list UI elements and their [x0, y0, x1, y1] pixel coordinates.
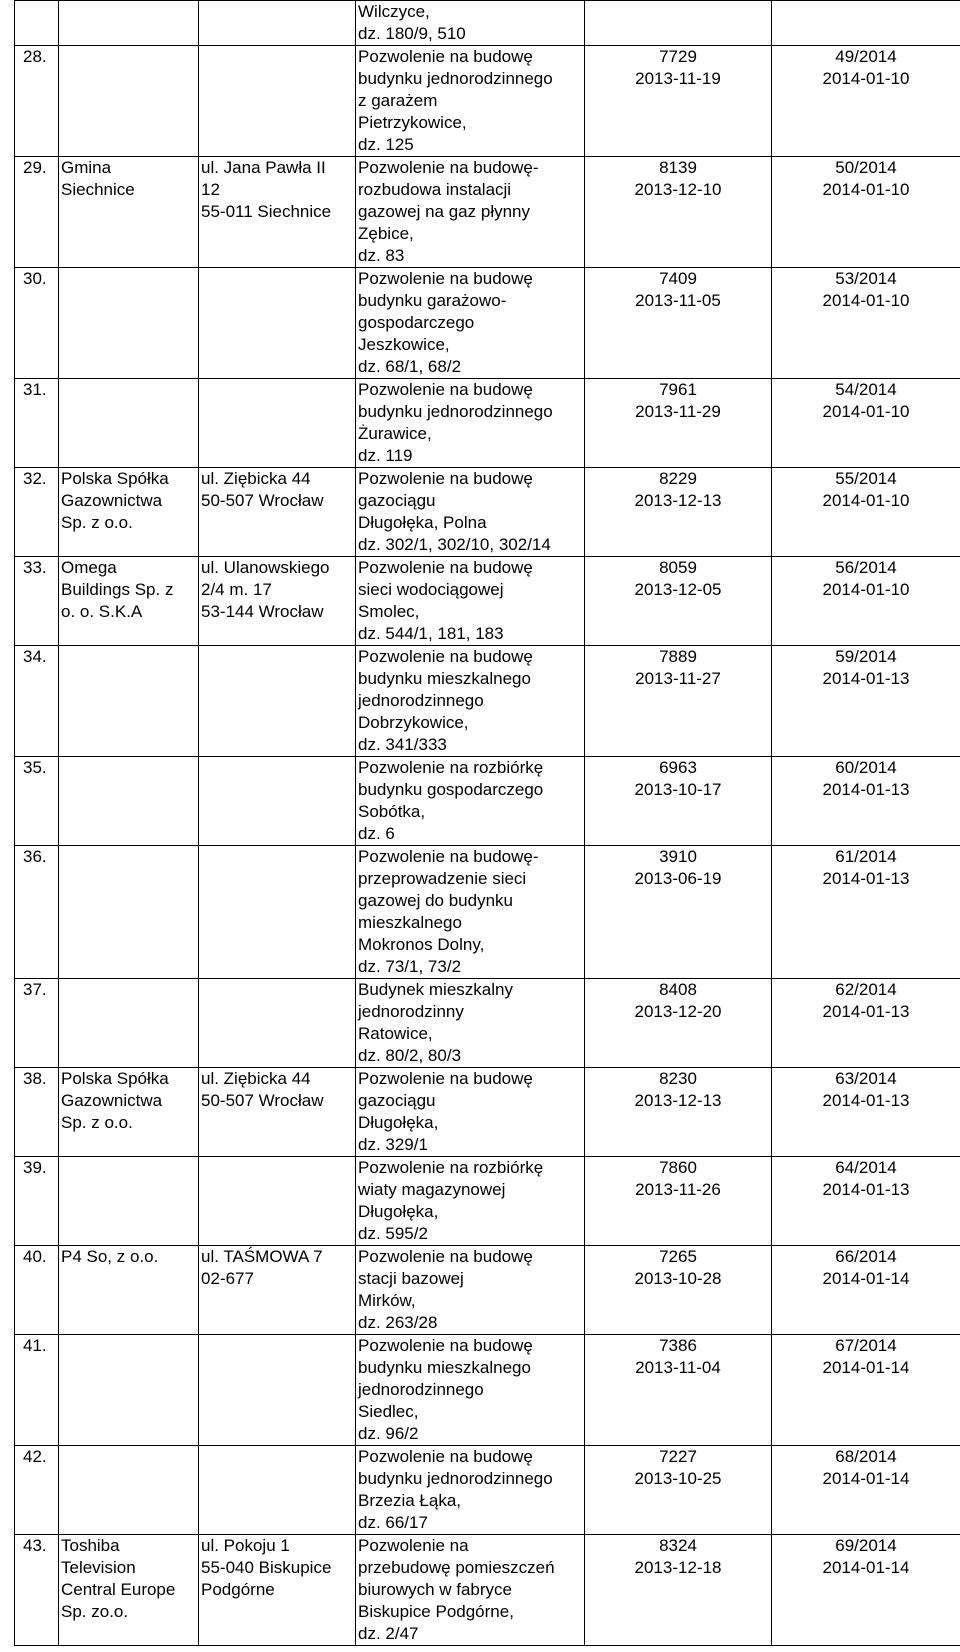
address-cell — [199, 646, 356, 757]
decision-cell: 59/2014 2014-01-13 — [772, 646, 960, 757]
table-row — [15, 1535, 960, 1646]
investor-cell — [59, 757, 199, 846]
description-cell: Budynek mieszkalny jednorodzinny Ratowice, dz. 80/2, 80/3 — [356, 979, 585, 1068]
table-row — [15, 1446, 960, 1535]
application-cell: 3910 2013-06-19 — [585, 846, 772, 979]
description-cell: Pozwolenie na budowę gazociągu Długołęka, dz. 329/1 — [356, 1068, 585, 1157]
application-cell: 8139 2013-12-10 — [585, 157, 772, 268]
description-cell: Pozwolenie na budowę budynku jednorodzinnego Brzezia Łąka, dz. 66/17 — [356, 1446, 585, 1535]
application-cell: 7889 2013-11-27 — [585, 646, 772, 757]
application-cell — [585, 1, 772, 46]
investor-cell — [59, 379, 199, 468]
application-cell: 6963 2013-10-17 — [585, 757, 772, 846]
address-cell — [199, 1446, 356, 1535]
description-cell: Pozwolenie na rozbiórkę wiaty magazynowej Długołęka, dz. 595/2 — [356, 1157, 585, 1246]
decision-cell: 69/2014 2014-01-14 — [772, 1535, 960, 1646]
table-row — [15, 268, 960, 379]
decision-cell: 62/2014 2014-01-13 — [772, 979, 960, 1068]
investor-cell: P4 So, z o.o. — [59, 1246, 199, 1335]
investor-cell — [59, 1, 199, 46]
application-cell: 7860 2013-11-26 — [585, 1157, 772, 1246]
row-number-cell: 33. — [15, 557, 59, 646]
investor-cell — [59, 268, 199, 379]
investor-cell — [59, 46, 199, 157]
decision-cell: 53/2014 2014-01-10 — [772, 268, 960, 379]
address-cell — [199, 46, 356, 157]
table-row — [15, 1157, 960, 1246]
row-number-cell — [15, 1, 59, 46]
table-row — [15, 1335, 960, 1446]
row-number-cell: 36. — [15, 846, 59, 979]
investor-cell: Polska Spółka Gazownictwa Sp. z o.o. — [59, 468, 199, 557]
investor-cell — [59, 979, 199, 1068]
application-cell: 7386 2013-11-04 — [585, 1335, 772, 1446]
description-cell: Pozwolenie na budowę- rozbudowa instalacji gazowej na gaz płynny Zębice, dz. 83 — [356, 157, 585, 268]
application-cell: 8230 2013-12-13 — [585, 1068, 772, 1157]
application-cell: 7961 2013-11-29 — [585, 379, 772, 468]
permit-register-page — [14, 0, 960, 1646]
table-row — [15, 46, 960, 157]
application-cell: 8059 2013-12-05 — [585, 557, 772, 646]
address-cell — [199, 268, 356, 379]
description-cell: Pozwolenie na przebudowę pomieszczeń biurowych w fabryce Biskupice Podgórne, dz. 2/47 — [356, 1535, 585, 1646]
investor-cell: Gmina Siechnice — [59, 157, 199, 268]
description-cell: Pozwolenie na budowę budynku mieszkalnego jednorodzinnego Dobrzykowice, dz. 341/333 — [356, 646, 585, 757]
decision-cell: 66/2014 2014-01-14 — [772, 1246, 960, 1335]
address-cell: ul. Ziębicka 44 50-507 Wrocław — [199, 468, 356, 557]
description-cell: Pozwolenie na rozbiórkę budynku gospodarczego Sobótka, dz. 6 — [356, 757, 585, 846]
row-number-cell: 39. — [15, 1157, 59, 1246]
table-row — [15, 1246, 960, 1335]
table-row — [15, 157, 960, 268]
table-row — [15, 1068, 960, 1157]
application-cell: 7265 2013-10-28 — [585, 1246, 772, 1335]
decision-cell: 64/2014 2014-01-13 — [772, 1157, 960, 1246]
address-cell — [199, 1, 356, 46]
row-number-cell: 29. — [15, 157, 59, 268]
decision-cell: 50/2014 2014-01-10 — [772, 157, 960, 268]
decision-cell: 60/2014 2014-01-13 — [772, 757, 960, 846]
application-cell: 7227 2013-10-25 — [585, 1446, 772, 1535]
table-row — [15, 846, 960, 979]
permit-register-table — [14, 0, 960, 1646]
decision-cell: 56/2014 2014-01-10 — [772, 557, 960, 646]
address-cell — [199, 1335, 356, 1446]
decision-cell: 67/2014 2014-01-14 — [772, 1335, 960, 1446]
decision-cell — [772, 1, 960, 46]
description-cell: Pozwolenie na budowę budynku garażowo- gospodarczego Jeszkowice, dz. 68/1, 68/2 — [356, 268, 585, 379]
decision-cell: 63/2014 2014-01-13 — [772, 1068, 960, 1157]
row-number-cell: 38. — [15, 1068, 59, 1157]
application-cell: 8229 2013-12-13 — [585, 468, 772, 557]
address-cell: ul. Ziębicka 44 50-507 Wrocław — [199, 1068, 356, 1157]
investor-cell — [59, 1157, 199, 1246]
description-cell: Pozwolenie na budowę budynku jednorodzinnego Żurawice, dz. 119 — [356, 379, 585, 468]
row-number-cell: 28. — [15, 46, 59, 157]
row-number-cell: 34. — [15, 646, 59, 757]
investor-cell: Omega Buildings Sp. z o. o. S.K.A — [59, 557, 199, 646]
address-cell — [199, 979, 356, 1068]
row-number-cell: 32. — [15, 468, 59, 557]
address-cell — [199, 379, 356, 468]
row-number-cell: 37. — [15, 979, 59, 1068]
description-cell: Pozwolenie na budowę budynku jednorodzinnego z garażem Pietrzykowice, dz. 125 — [356, 46, 585, 157]
application-cell: 8324 2013-12-18 — [585, 1535, 772, 1646]
decision-cell: 68/2014 2014-01-14 — [772, 1446, 960, 1535]
description-cell: Pozwolenie na budowę budynku mieszkalnego jednorodzinnego Siedlec, dz. 96/2 — [356, 1335, 585, 1446]
table-row-continued — [15, 1, 960, 46]
table-row — [15, 646, 960, 757]
table-row — [15, 557, 960, 646]
decision-cell: 54/2014 2014-01-10 — [772, 379, 960, 468]
decision-cell: 49/2014 2014-01-10 — [772, 46, 960, 157]
table-row — [15, 379, 960, 468]
investor-cell — [59, 646, 199, 757]
investor-cell — [59, 1335, 199, 1446]
description-cell: Pozwolenie na budowę- przeprowadzenie sieci gazowej do budynku mieszkalnego Mokronos Dolny, dz. 73/1, 73/2 — [356, 846, 585, 979]
address-cell — [199, 1157, 356, 1246]
investor-cell — [59, 846, 199, 979]
decision-cell: 61/2014 2014-01-13 — [772, 846, 960, 979]
investor-cell — [59, 1446, 199, 1535]
table-row — [15, 757, 960, 846]
description-cell: Pozwolenie na budowę sieci wodociągowej Smolec, dz. 544/1, 181, 183 — [356, 557, 585, 646]
address-cell — [199, 846, 356, 979]
description-cell: Pozwolenie na budowę stacji bazowej Mirków, dz. 263/28 — [356, 1246, 585, 1335]
application-cell: 7729 2013-11-19 — [585, 46, 772, 157]
address-cell: ul. TAŚMOWA 7 02-677 — [199, 1246, 356, 1335]
address-cell: ul. Ulanowskiego 2/4 m. 17 53-144 Wrocław — [199, 557, 356, 646]
application-cell: 7409 2013-11-05 — [585, 268, 772, 379]
investor-cell: Polska Spółka Gazownictwa Sp. z o.o. — [59, 1068, 199, 1157]
table-row — [15, 468, 960, 557]
row-number-cell: 41. — [15, 1335, 59, 1446]
table-row — [15, 979, 960, 1068]
decision-cell: 55/2014 2014-01-10 — [772, 468, 960, 557]
row-number-cell: 35. — [15, 757, 59, 846]
description-cell: Pozwolenie na budowę gazociągu Długołęka, Polna dz. 302/1, 302/10, 302/14 — [356, 468, 585, 557]
address-cell: ul. Jana Pawła II 12 55-011 Siechnice — [199, 157, 356, 268]
application-cell: 8408 2013-12-20 — [585, 979, 772, 1068]
row-number-cell: 31. — [15, 379, 59, 468]
investor-cell: Toshiba Television Central Europe Sp. zo.o. — [59, 1535, 199, 1646]
address-cell: ul. Pokoju 1 55-040 Biskupice Podgórne — [199, 1535, 356, 1646]
row-number-cell: 43. — [15, 1535, 59, 1646]
row-number-cell: 30. — [15, 268, 59, 379]
address-cell — [199, 757, 356, 846]
row-number-cell: 40. — [15, 1246, 59, 1335]
description-cell: Wilczyce, dz. 180/9, 510 — [356, 1, 585, 46]
row-number-cell: 42. — [15, 1446, 59, 1535]
